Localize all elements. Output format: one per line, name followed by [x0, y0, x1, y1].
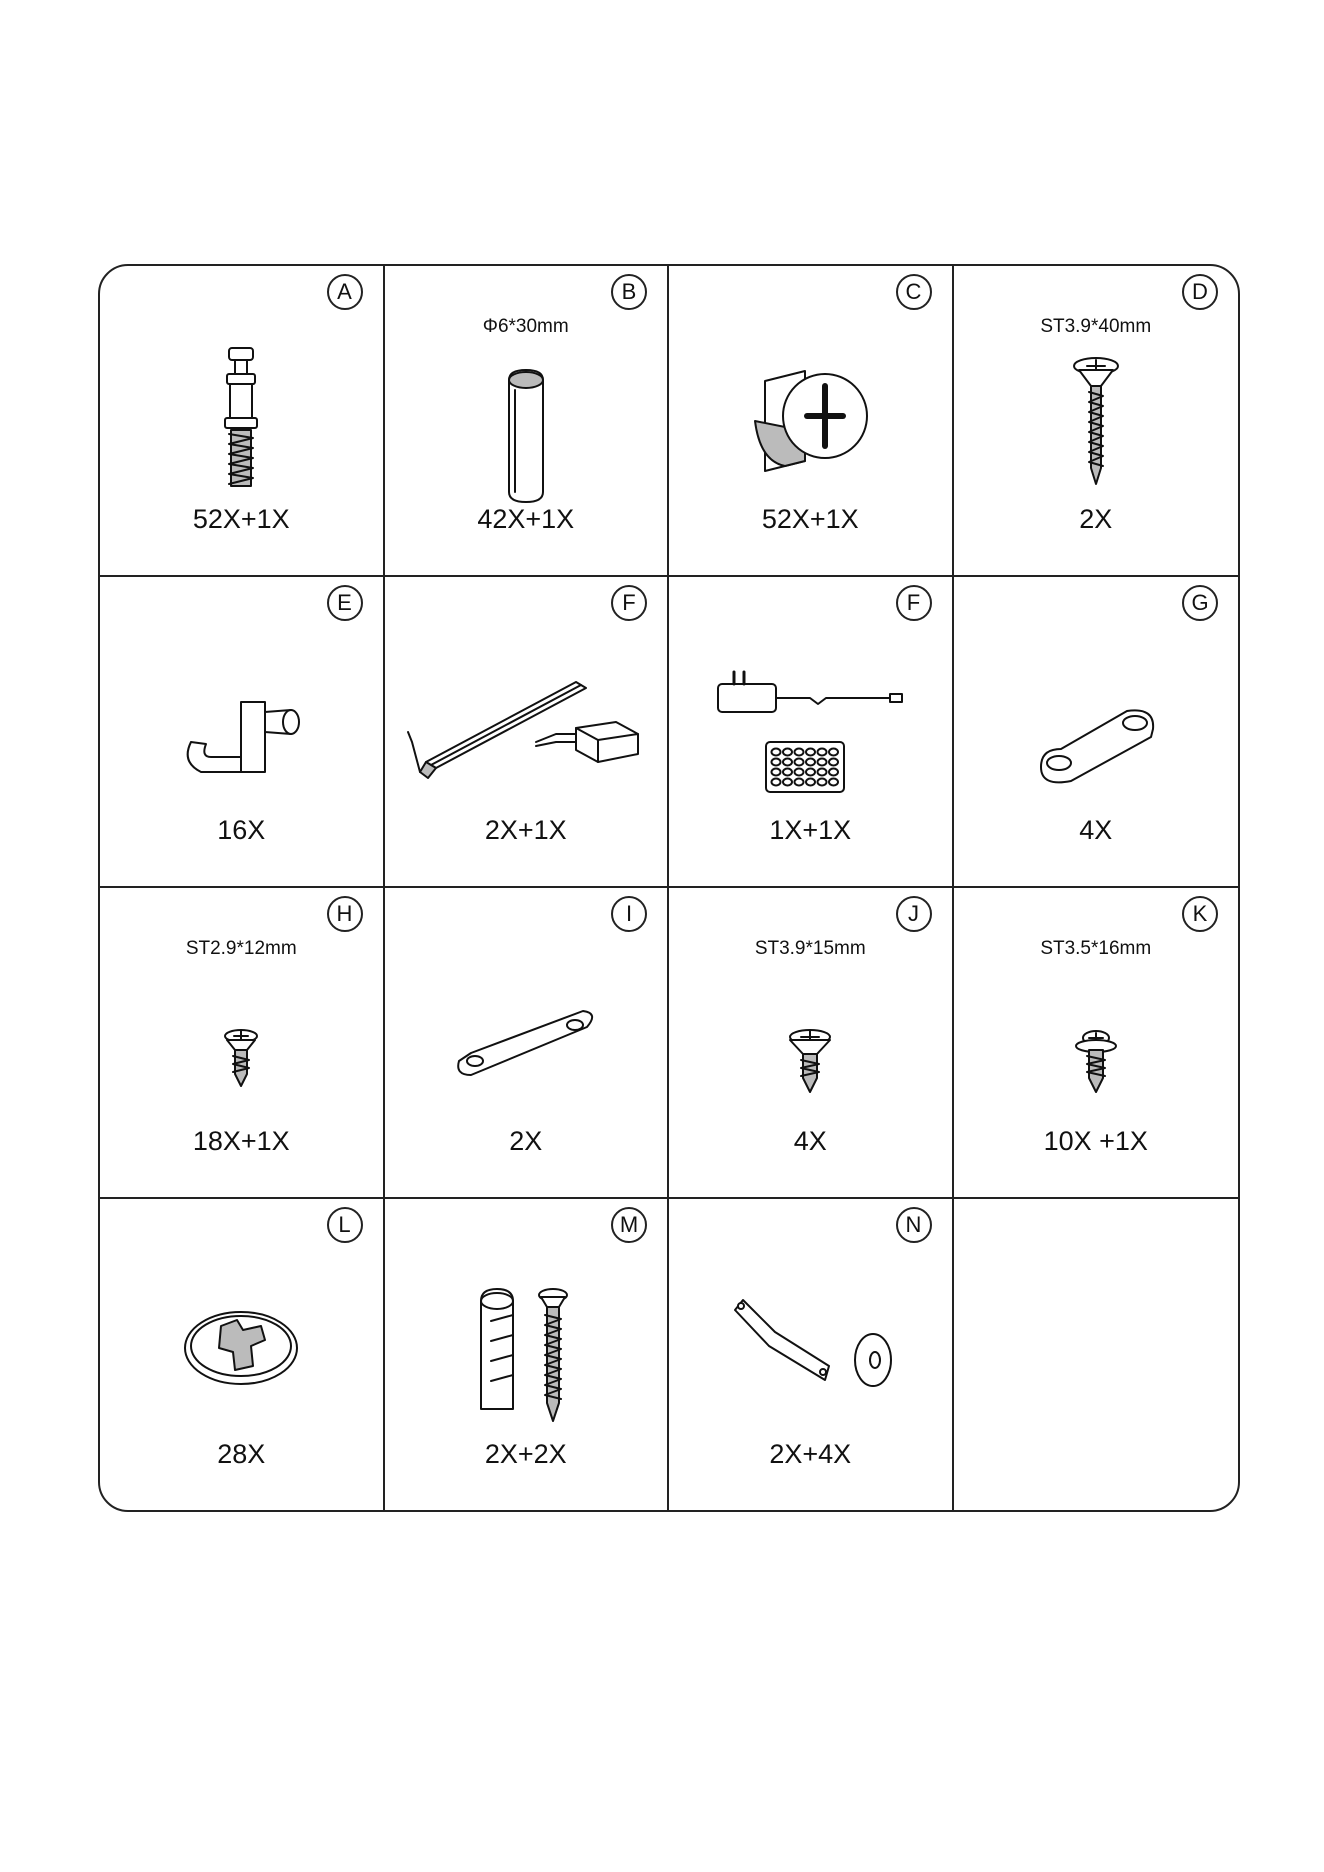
part-letter: A [327, 274, 363, 310]
shelf-support-pin-icon [171, 682, 311, 782]
part-letter: C [896, 274, 932, 310]
small-screw-icon [221, 1028, 261, 1088]
part-letter: I [611, 896, 647, 932]
wall-strap-washer-icon [725, 1290, 895, 1400]
part-spec: ST2.9*12mm [185, 938, 297, 959]
part-cell-b [385, 266, 670, 577]
part-cell-d [954, 266, 1239, 577]
part-quantity: 2X+4X [769, 1439, 852, 1469]
part-cell-m [385, 1199, 670, 1510]
part-cell-i [385, 888, 670, 1199]
part-letter: B [611, 274, 647, 310]
washer-head-screw-icon [1071, 1028, 1121, 1094]
remote-button-dot [795, 778, 804, 785]
part-cell-f-led [385, 577, 670, 888]
cam-cover-cap-icon [181, 1300, 301, 1390]
remote-button-dot [772, 778, 781, 785]
remote-button-dot [829, 778, 838, 785]
part-letter: M [611, 1207, 647, 1243]
part-quantity: 10X +1X [1043, 1126, 1148, 1156]
remote-button-dot [795, 768, 804, 775]
part-quantity: 2X [1079, 504, 1113, 534]
remote-button-dot [806, 768, 815, 775]
wall-anchor-screw-icon [471, 1285, 581, 1425]
power-adapter-remote-icon [710, 662, 910, 802]
part-spec: ST3.9*15mm [754, 938, 866, 959]
part-spec: ST3.5*16mm [1040, 938, 1152, 959]
part-quantity: 4X [793, 1126, 827, 1156]
part-quantity: 52X+1X [192, 504, 290, 534]
remote-button-dot [806, 758, 815, 765]
part-letter: J [896, 896, 932, 932]
remote-button-dot [806, 778, 815, 785]
part-letter: G [1182, 585, 1218, 621]
part-letter: D [1182, 274, 1218, 310]
part-quantity: 28X [217, 1439, 266, 1469]
part-letter: L [327, 1207, 363, 1243]
remote-button-dot [783, 768, 792, 775]
part-letter: F [896, 585, 932, 621]
empty-cell [954, 1199, 1239, 1510]
part-cell-l [100, 1199, 385, 1510]
part-quantity: 2X+1X [484, 815, 567, 845]
remote-button-dot [818, 758, 827, 765]
part-letter: E [327, 585, 363, 621]
remote-button-dot [818, 748, 827, 755]
part-cell-c [669, 266, 954, 577]
wooden-dowel-icon [501, 366, 551, 506]
part-cell-j [669, 888, 954, 1199]
remote-button-dot [818, 778, 827, 785]
part-quantity: 2X [509, 1126, 543, 1156]
part-quantity: 16X [217, 815, 266, 845]
remote-button-dot [829, 758, 838, 765]
remote-button-dot [783, 758, 792, 765]
remote-button-dot [772, 758, 781, 765]
hardware-parts-grid [98, 264, 1240, 1512]
remote-button-dot [772, 748, 781, 755]
part-quantity: 4X [1079, 815, 1113, 845]
flat-connector-plate-icon [451, 1003, 601, 1083]
part-letter: H [327, 896, 363, 932]
remote-button-dot [829, 768, 838, 775]
part-quantity: 18X+1X [192, 1126, 290, 1156]
part-letter: K [1182, 896, 1218, 932]
remote-button-dot [772, 768, 781, 775]
part-cell-h [100, 888, 385, 1199]
part-cell-g [954, 577, 1239, 888]
led-strip-light-icon [406, 672, 646, 792]
part-spec: ST3.9*40mm [1040, 316, 1152, 337]
part-cell-n [669, 1199, 954, 1510]
remote-button-dot [818, 768, 827, 775]
part-quantity: 1X+1X [769, 815, 852, 845]
part-cell-f-adapter [669, 577, 954, 888]
part-letter: N [896, 1207, 932, 1243]
part-quantity: 2X+2X [484, 1439, 567, 1469]
part-spec: Φ6*30mm [482, 316, 569, 337]
part-cell-e [100, 577, 385, 888]
remote-button-dot [829, 748, 838, 755]
countersunk-screw-icon [785, 1028, 835, 1094]
part-cell-a [100, 266, 385, 577]
part-quantity: 42X+1X [477, 504, 575, 534]
remote-button-dot [783, 778, 792, 785]
long-screw-icon [1071, 356, 1121, 486]
part-cell-k [954, 888, 1239, 1199]
cam-lock-icon [745, 361, 875, 481]
remote-button-dot [795, 758, 804, 765]
part-letter: F [611, 585, 647, 621]
cam-bolt-icon [211, 346, 271, 496]
remote-button-dot [795, 748, 804, 755]
offset-connector-icon [1031, 697, 1161, 797]
remote-button-dot [783, 748, 792, 755]
part-quantity: 52X+1X [761, 504, 859, 534]
remote-button-dot [806, 748, 815, 755]
